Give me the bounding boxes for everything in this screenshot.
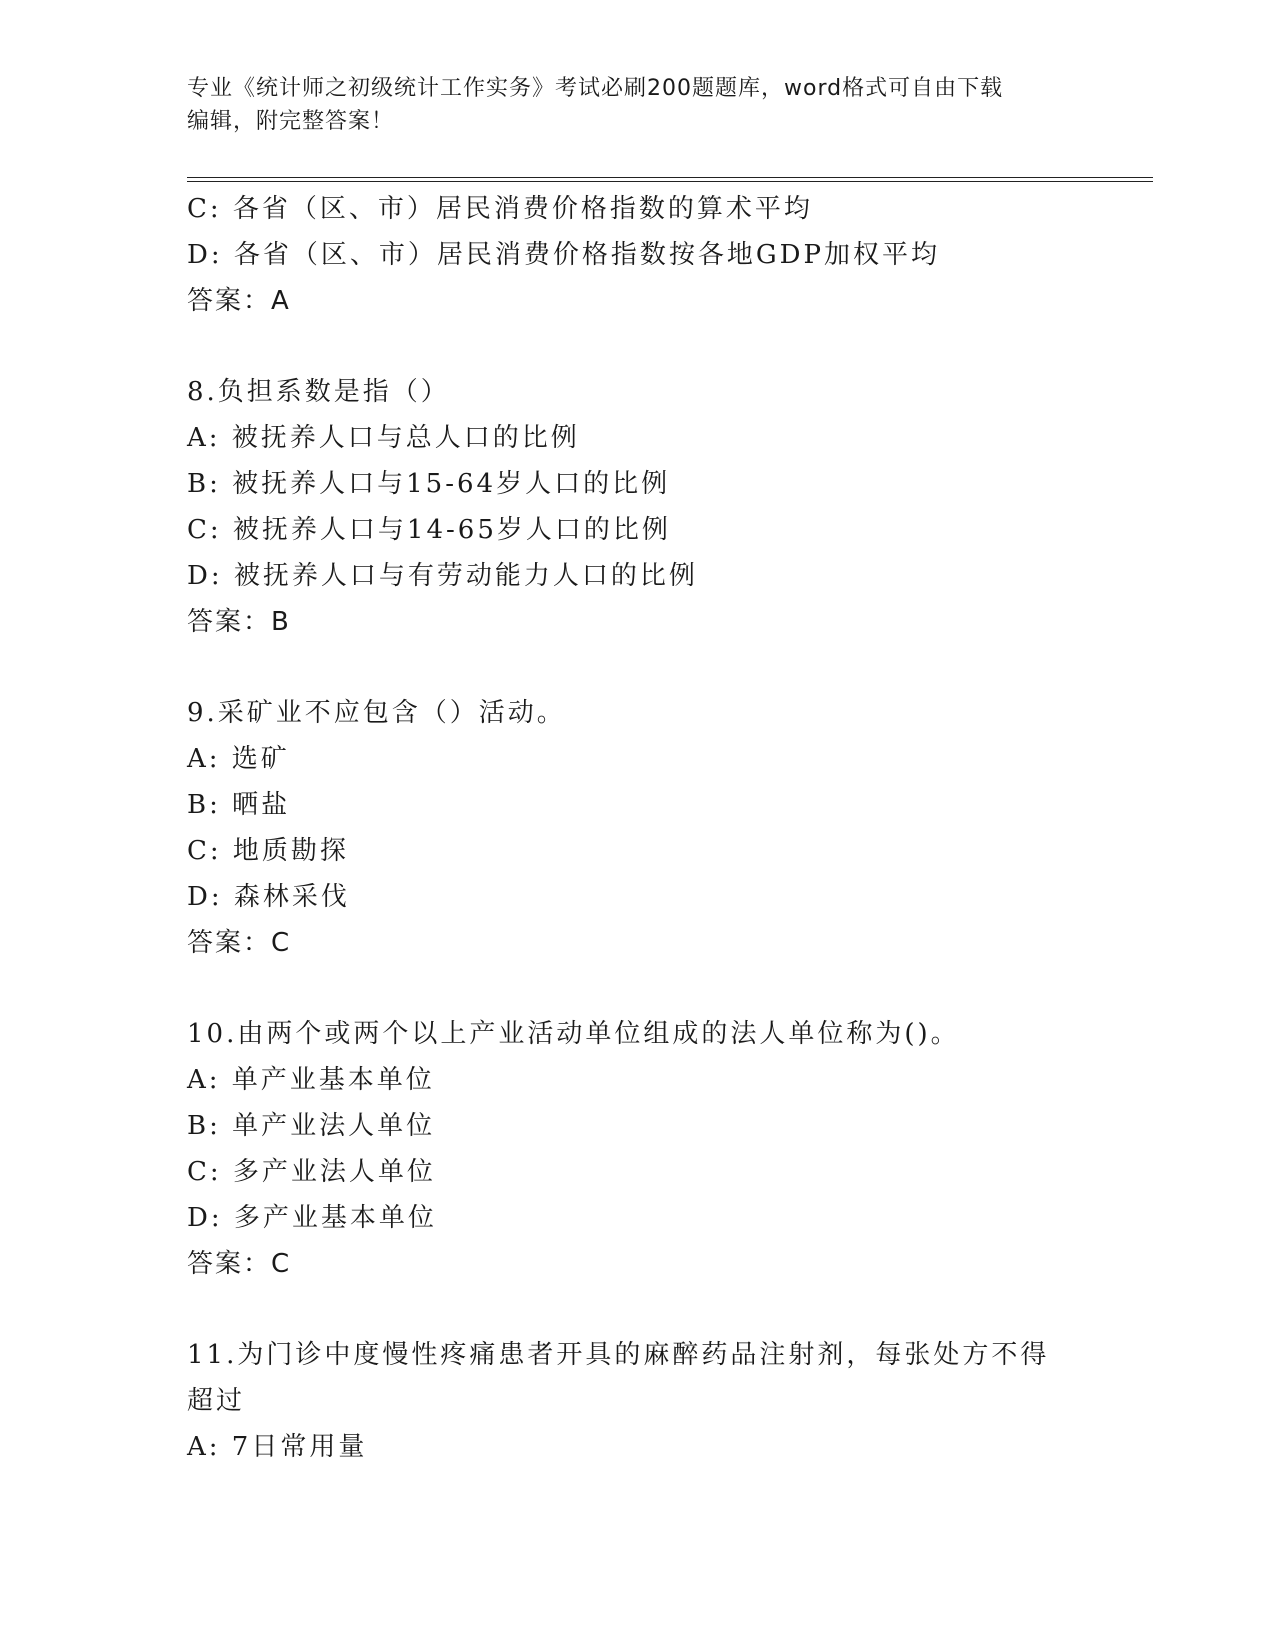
answer-line: 答案：C — [187, 928, 292, 958]
header-line-2: 编辑，附完整答案！ — [187, 109, 395, 134]
document-header — [187, 72, 1067, 138]
option-c: C: 被抚养人口与14-65岁人口的比例 — [187, 515, 671, 545]
question-text: 9.采矿业不应包含（）活动。 — [187, 698, 566, 728]
question-block — [187, 1011, 1087, 1287]
option-d: D: 被抚养人口与有劳动能力人口的比例 — [187, 561, 698, 591]
question-block — [187, 1332, 1087, 1470]
option-d: D: 多产业基本单位 — [187, 1203, 437, 1233]
option-a: A: 选矿 — [187, 744, 290, 774]
question-block — [187, 369, 1087, 645]
option-b: B: 晒盐 — [187, 790, 291, 820]
option-b: B: 被抚养人口与15-64岁人口的比例 — [187, 469, 671, 499]
question-text: 11.为门诊中度慢性疼痛患者开具的麻醉药品注射剂，每张处方不得超过 — [187, 1340, 1050, 1416]
option-a: A: 被抚养人口与总人口的比例 — [187, 423, 580, 453]
header-rule-top — [187, 177, 1153, 178]
option-b: B: 单产业法人单位 — [187, 1111, 436, 1141]
answer-line: 答案：C — [187, 1249, 292, 1279]
option-c: C: 地质勘探 — [187, 836, 349, 866]
option-c: C: 多产业法人单位 — [187, 1157, 436, 1187]
question-text: 10.由两个或两个以上产业活动单位组成的法人单位称为()。 — [187, 1019, 960, 1049]
answer-line: 答案：A — [187, 286, 291, 316]
question-text: 8.负担系数是指（） — [187, 377, 450, 407]
question-list — [187, 186, 1087, 1470]
option-a: A: 单产业基本单位 — [187, 1065, 435, 1095]
header-rule-bottom — [187, 181, 1153, 182]
option-d: D: 森林采伐 — [187, 882, 350, 912]
option-d: D: 各省（区、市）居民消费价格指数按各地GDP加权平均 — [187, 240, 940, 270]
option-c: C: 各省（区、市）居民消费价格指数的算术平均 — [187, 194, 813, 224]
question-block — [187, 186, 1087, 324]
question-block — [187, 690, 1087, 966]
answer-line: 答案：B — [187, 607, 291, 637]
option-a: A: 7日常用量 — [187, 1432, 368, 1462]
header-line-1: 专业《统计师之初级统计工作实务》考试必刷200题题库，word格式可自由下载 — [187, 76, 1004, 101]
